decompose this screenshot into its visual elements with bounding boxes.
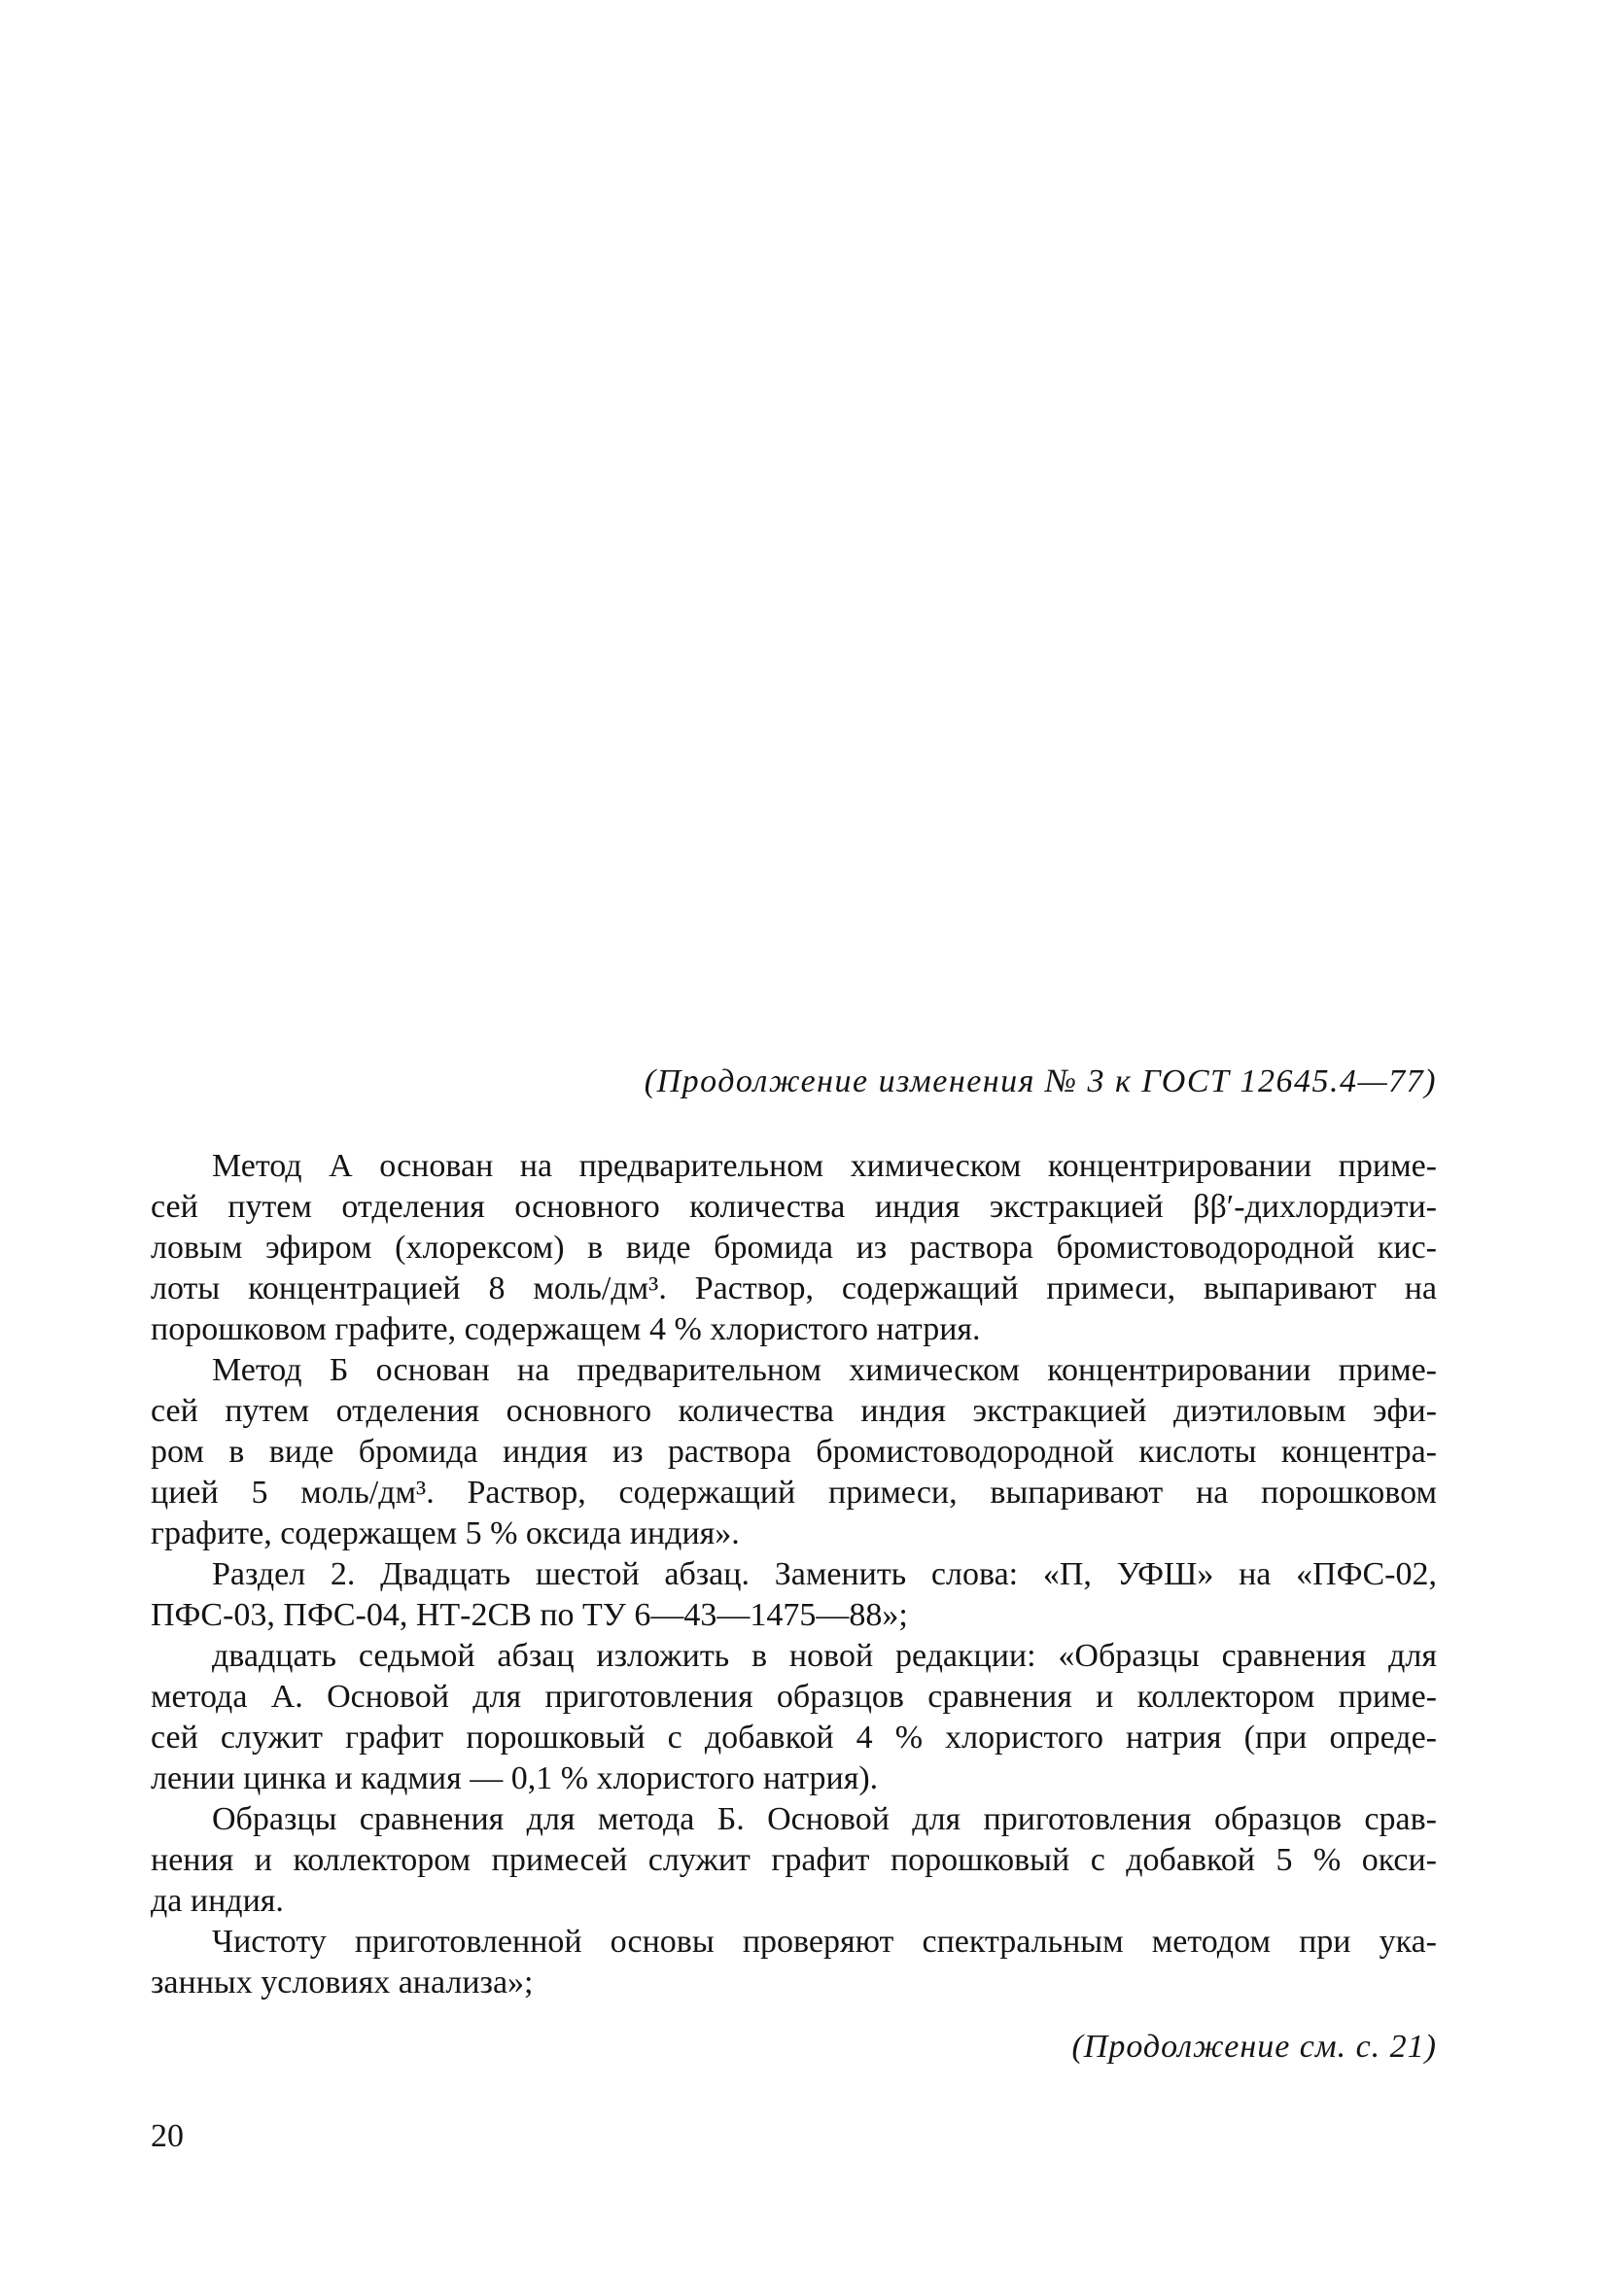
paragraph-purity-check: [151, 1922, 1437, 2003]
paragraph-method-b: [151, 1350, 1437, 1554]
page-number: 20: [151, 2118, 184, 2154]
text-line: сей служит графит порошковый с добавкой 4 % хлористого натрия (при опреде-: [151, 1720, 1437, 1756]
text-line: порошковом графите, содержащем 4 % хлористого натрия.: [151, 1311, 981, 1347]
text-line: ловым эфиром (хлорексом) в виде бромида из раствора бромистоводородной кис-: [151, 1230, 1437, 1266]
text-line: сей путем отделения основного количества индия экстракцией ββ′-дихлордиэти-: [151, 1189, 1437, 1225]
text-line: Метод Б основан на предварительном химическом концентрировании приме-: [212, 1352, 1437, 1388]
text-line: Чистоту приготовленной основы проверяют спектральным методом при ука-: [212, 1924, 1437, 1960]
paragraph-method-a: [151, 1146, 1437, 1350]
text-line: Метод А основан на предварительном химическом концентрировании приме-: [212, 1148, 1437, 1184]
text-line: нения и коллектором примесей служит графит порошковый с добавкой 5 % окси-: [151, 1842, 1437, 1878]
paragraph-27th-abzac: [151, 1636, 1437, 1799]
text-line: графите, содержащем 5 % оксида индия».: [151, 1515, 740, 1551]
continuation-header: (Продолжение изменения № 3 к ГОСТ 12645.4—77): [644, 1063, 1437, 1099]
body-text: [151, 1146, 1437, 2003]
text-line: занных условиях анализа»;: [151, 1965, 534, 2000]
text-line: да индия.: [151, 1883, 284, 1919]
text-line: двадцать седьмой абзац изложить в новой редакции: «Образцы сравнения для: [212, 1638, 1437, 1674]
text-line: метода А. Основой для приготовления образцов сравнения и коллектором приме-: [151, 1679, 1437, 1715]
paragraph-samples-method-b: [151, 1799, 1437, 1922]
text-line: цией 5 моль/дм³. Раствор, содержащий примеси, выпаривают на порошковом: [151, 1475, 1437, 1511]
text-line: лоты концентрацией 8 моль/дм³. Раствор, содержащий примеси, выпаривают на: [151, 1270, 1437, 1306]
text-line: Раздел 2. Двадцать шестой абзац. Заменить слова: «П, УФШ» на «ПФС-02,: [212, 1556, 1437, 1592]
text-line: сей путем отделения основного количества индия экстракцией диэтиловым эфи-: [151, 1393, 1437, 1429]
text-line: ПФС-03, ПФС-04, НТ-2СВ по ТУ 6—43—1475—88»;: [151, 1597, 908, 1633]
paragraph-section-2: [151, 1554, 1437, 1636]
text-line: Образцы сравнения для метода Б. Основой для приготовления образцов срав-: [212, 1801, 1437, 1837]
continuation-footer: (Продолжение см. с. 21): [1071, 2029, 1437, 2065]
text-line: ром в виде бромида индия из раствора бромистоводородной кислоты концентра-: [151, 1434, 1437, 1470]
text-line: лении цинка и кадмия — 0,1 % хлористого натрия).: [151, 1760, 879, 1796]
